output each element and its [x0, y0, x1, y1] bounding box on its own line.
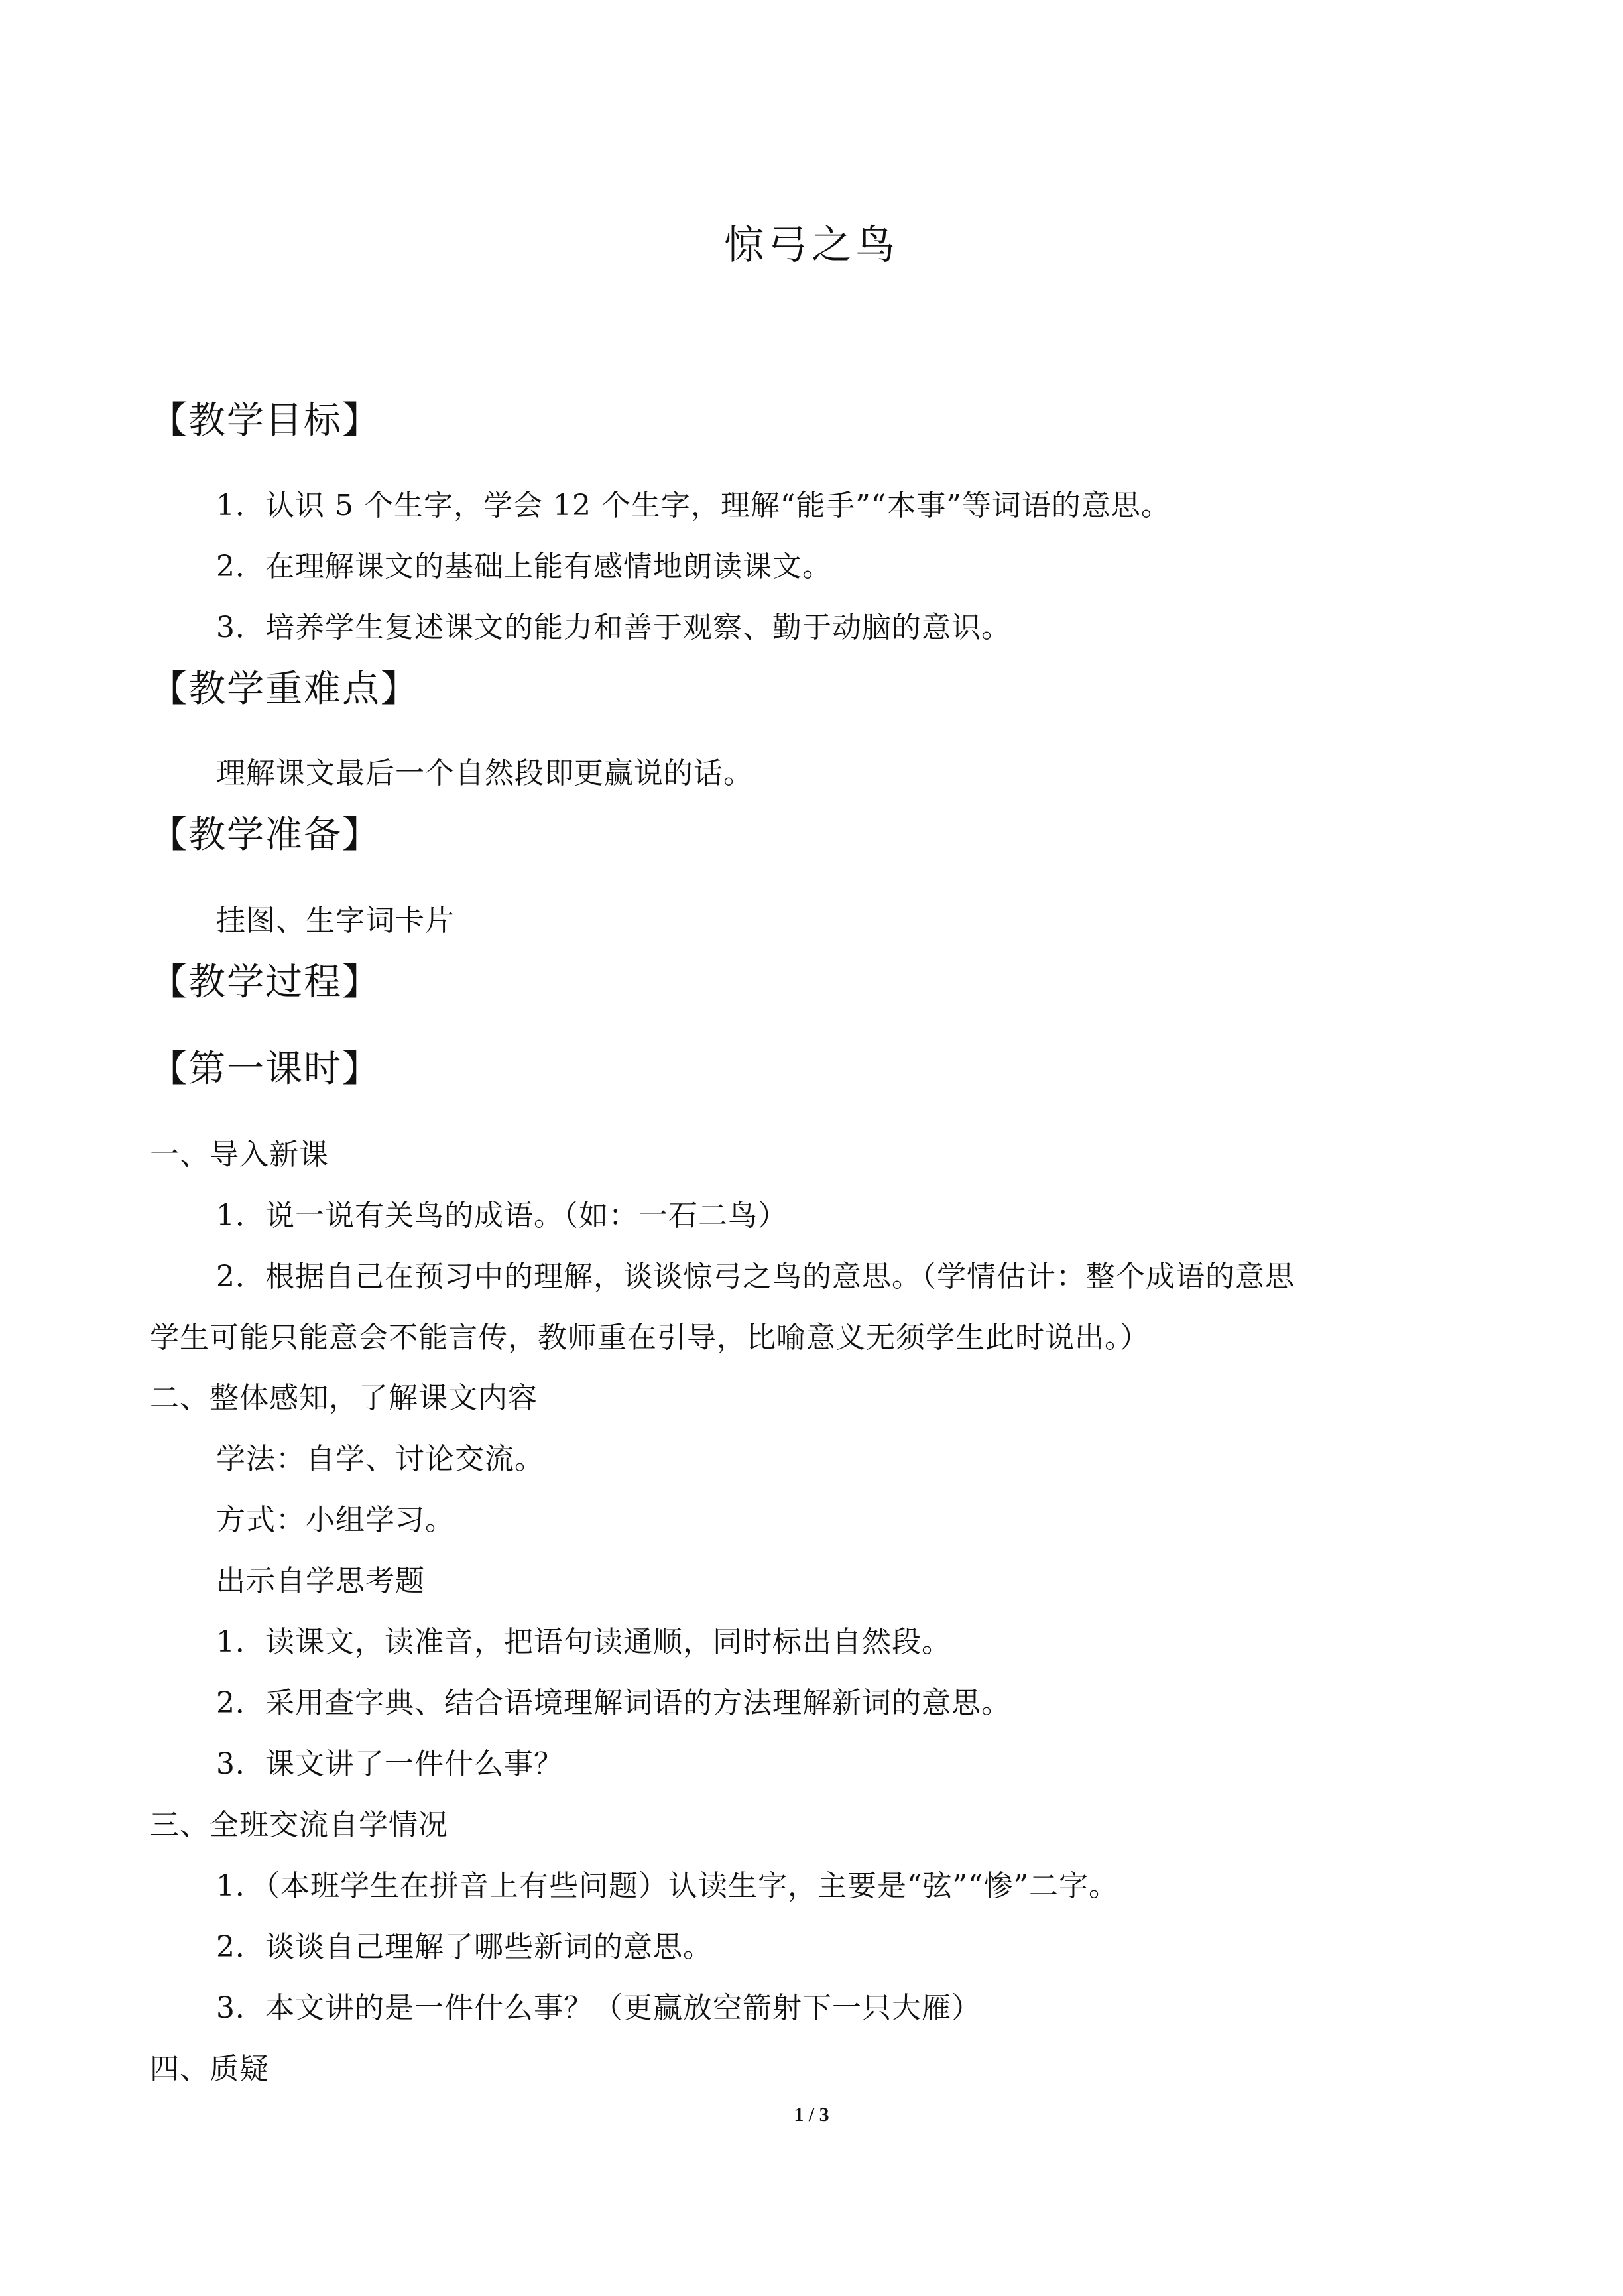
- part2-title: 二、整体感知，了解课文内容: [150, 1381, 538, 1415]
- part2-form: 方式：小组学习。: [216, 1503, 455, 1537]
- part2-prompt: 出示自学思考题: [216, 1564, 425, 1598]
- part2-method: 学法：自学、讨论交流。: [216, 1442, 544, 1476]
- part1-item-2-continuation: 学生可能只能意会不能言传，教师重在引导，比喻意义无须学生此时说出。）: [150, 1321, 1150, 1355]
- part4-title: 四、质疑: [150, 2052, 269, 2086]
- heading-key-points: 【教学重难点】: [150, 668, 419, 711]
- part1-item-1: 1．说一说有关鸟的成语。（如：一石二鸟）: [216, 1199, 788, 1233]
- part3-title: 三、全班交流自学情况: [150, 1808, 448, 1842]
- part2-item-1: 1．读课文，读准音，把语句读通顺，同时标出自然段。: [216, 1625, 951, 1659]
- part2-item-3: 3．课文讲了一件什么事？: [216, 1747, 564, 1781]
- part3-item-2: 2．谈谈自己理解了哪些新词的意思。: [216, 1930, 713, 1964]
- part1-title: 一、导入新课: [150, 1138, 329, 1172]
- objective-item-3: 3．培养学生复述课文的能力和善于观察、勤于动脑的意识。: [216, 611, 1011, 644]
- heading-process: 【教学过程】: [150, 961, 381, 1004]
- page-number: 1 / 3: [794, 2104, 829, 2126]
- heading-preparation: 【教学准备】: [150, 814, 381, 857]
- part3-item-3: 3．本文讲的是一件什么事？（更赢放空箭射下一只大雁）: [216, 1991, 981, 2025]
- objective-item-2: 2．在理解课文的基础上能有感情地朗读课文。: [216, 550, 832, 583]
- key-points-text: 理解课文最后一个自然段即更赢说的话。: [216, 756, 753, 790]
- part3-item-1: 1．（本班学生在拼音上有些问题）认读生字，主要是“弦”“惨”二字。: [216, 1869, 1118, 1903]
- part2-item-2: 2．采用查字典、结合语境理解词语的方法理解新词的意思。: [216, 1686, 1011, 1720]
- heading-lesson-1: 【第一课时】: [150, 1048, 381, 1091]
- objective-item-1: 1．认识 5 个生字，学会 12 个生字，理解“能手”“本事”等词语的意思。: [216, 489, 1171, 522]
- document-title: 惊弓之鸟: [724, 222, 899, 269]
- preparation-text: 挂图、生字词卡片: [216, 904, 455, 937]
- part1-item-2: 2．根据自己在预习中的理解，谈谈惊弓之鸟的意思。（学情估计：整个成语的意思: [216, 1260, 1295, 1294]
- heading-objectives: 【教学目标】: [150, 399, 381, 442]
